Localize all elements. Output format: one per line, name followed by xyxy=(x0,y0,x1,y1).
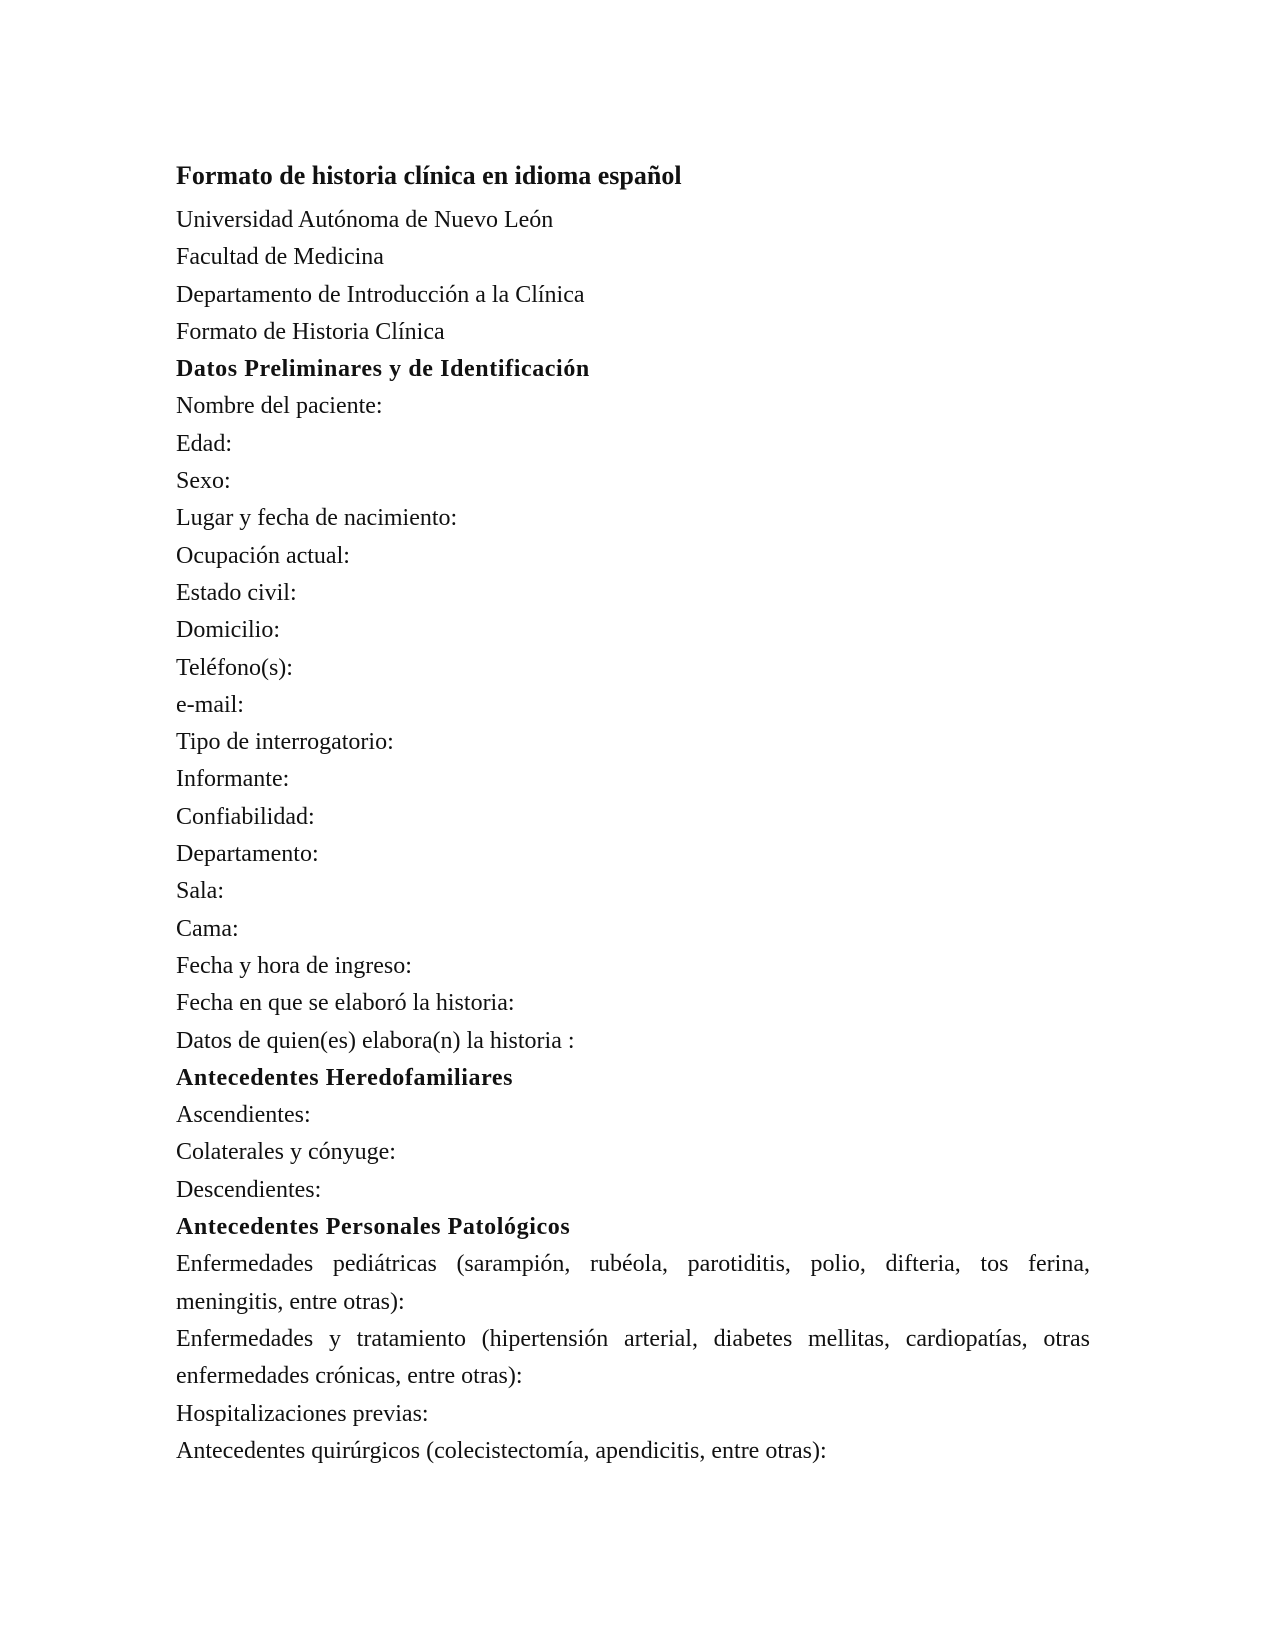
field-descendants: Descendientes: xyxy=(176,1176,322,1203)
section-heading-personal-pathological: Antecedentes Personales Patológicos xyxy=(176,1214,571,1241)
field-diseases-treatment: Enfermedades y tratamiento (hipertensión arterial, diabetes mellitas, cardiopatías, otras enfermedades crónicas, entre otras): xyxy=(176,1325,1090,1390)
field-admission-date-time: Fecha y hora de ingreso: xyxy=(176,952,412,979)
field-age: Edad: xyxy=(176,430,232,457)
header-university: Universidad Autónoma de Nuevo León xyxy=(176,207,554,233)
field-birth-place-date: Lugar y fecha de nacimiento: xyxy=(176,505,458,532)
field-email: e-mail: xyxy=(176,691,244,718)
section-heading-family-history: Antecedentes Heredofamiliares xyxy=(176,1064,514,1091)
document-title: Formato de historia clínica en idioma español xyxy=(176,161,682,190)
field-author-data: Datos de quien(es) elabora(n) la historia : xyxy=(176,1027,575,1054)
field-ascendants: Ascendientes: xyxy=(176,1102,311,1129)
field-history-date: Fecha en que se elaboró la historia: xyxy=(176,990,515,1017)
section-heading-identification: Datos Preliminares y de Identificación xyxy=(176,356,590,383)
field-bed: Cama: xyxy=(176,915,239,942)
field-patient-name: Nombre del paciente: xyxy=(176,393,383,420)
field-ward: Sala: xyxy=(176,878,224,905)
field-previous-hospitalizations: Hospitalizaciones previas: xyxy=(176,1400,429,1427)
field-surgical-history: Antecedentes quirúrgicos (colecistectomía, apendicitis, entre otras): xyxy=(176,1437,827,1464)
field-sex: Sexo: xyxy=(176,468,231,495)
field-phone: Teléfono(s): xyxy=(176,654,293,681)
document-page xyxy=(176,156,1090,1470)
field-occupation: Ocupación actual: xyxy=(176,542,350,569)
field-interview-type: Tipo de interrogatorio: xyxy=(176,729,394,756)
field-address: Domicilio: xyxy=(176,617,280,644)
field-department: Departamento: xyxy=(176,841,319,868)
field-marital-status: Estado civil: xyxy=(176,579,297,606)
field-reliability: Confiabilidad: xyxy=(176,803,315,830)
header-format-name: Formato de Historia Clínica xyxy=(176,318,445,345)
header-faculty: Facultad de Medicina xyxy=(176,244,384,271)
field-pediatric-diseases: Enfermedades pediátricas (sarampión, rubéola, parotiditis, polio, difteria, tos ferina, meningitis, entre otras): xyxy=(176,1251,1090,1315)
field-collaterals-spouse: Colaterales y cónyuge: xyxy=(176,1139,396,1166)
field-informant: Informante: xyxy=(176,766,290,793)
header-department: Departamento de Introducción a la Clínica xyxy=(176,281,585,308)
